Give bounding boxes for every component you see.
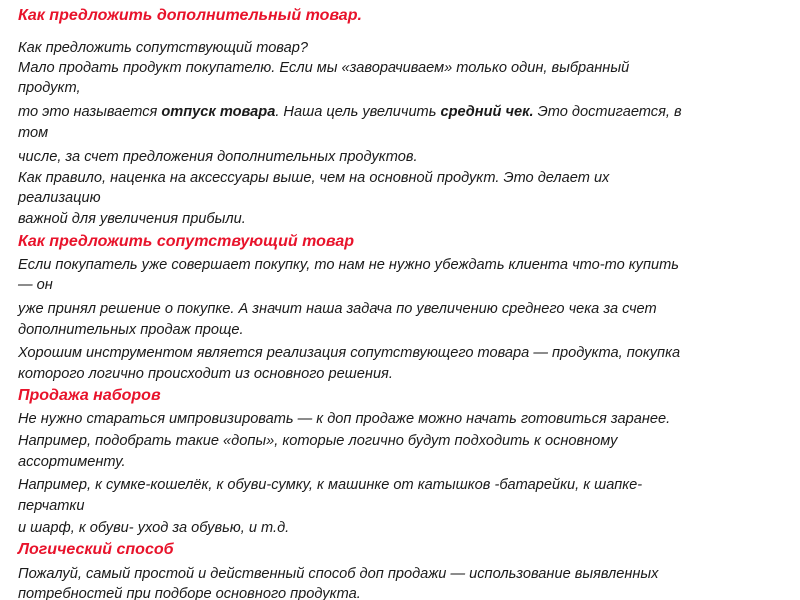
text-line: Пожалуй, самый простой и действенный способ доп продажи — использование выявленных	[18, 566, 659, 582]
text-line: ассортименту.	[18, 454, 126, 470]
text-line: потребностей при подборе основного продукта.	[18, 586, 361, 600]
text-line: Например, подобрать такие «допы», которые логично будут подходить к основному	[18, 433, 618, 449]
text-line: Не нужно стараться импровизировать — к доп продаже можно начать готовиться заранее.	[18, 411, 671, 427]
text-line: — он	[18, 277, 53, 293]
text-line: Хорошим инструментом является реализация сопутствующего товара — продукта, покупка	[18, 345, 681, 361]
text-line: Если покупатель уже совершает покупку, то нам не нужно убеждать клиента что-то купить	[18, 257, 679, 273]
text-line: реализацию	[18, 190, 101, 206]
heading-set-sales: Продажа наборов	[18, 387, 161, 404]
text-line: том	[18, 125, 49, 141]
text-line-rich	[18, 103, 682, 121]
bold-term-product-dispensing: отпуск товара	[161, 104, 276, 120]
heading-additional-product: Как предложить дополнительный товар.	[18, 7, 362, 24]
text-segment: то это называется	[18, 104, 162, 120]
text-segment: Это достигается, в	[533, 104, 682, 120]
text-line: важной для увеличения прибыли.	[18, 211, 246, 227]
text-line: числе, за счет предложения дополнительных продуктов.	[18, 149, 418, 165]
heading-logical-method: Логический способ	[18, 541, 174, 558]
text-line: перчатки	[18, 498, 85, 514]
text-segment: . Наша цель увеличить	[275, 104, 441, 120]
text-line: уже принял решение о покупке. А значит наша задача по увеличению среднего чека за счет	[18, 301, 657, 317]
bold-term-average-check: средний чек.	[440, 104, 534, 120]
text-line: и шарф, к обуви- уход за обувью, и т.д.	[18, 520, 290, 536]
text-line: Как правило, наценка на аксессуары выше, чем на основной продукт. Это делает их	[18, 170, 610, 186]
text-line: Например, к сумке-кошелёк, к обуви-сумку, к машинке от катышков -батарейки, к шапке-	[18, 477, 643, 493]
text-line: продукт,	[18, 80, 81, 96]
heading-accompanying-product: Как предложить сопутствующий товар	[18, 233, 354, 250]
text-line: Как предложить сопутствующий товар?	[18, 40, 308, 56]
text-line: дополнительных продаж проще.	[18, 322, 244, 338]
text-line: Мало продать продукт покупателю. Если мы «заворачиваем» только один, выбранный	[18, 60, 630, 76]
text-line: которого логично происходит из основного решения.	[18, 366, 393, 382]
